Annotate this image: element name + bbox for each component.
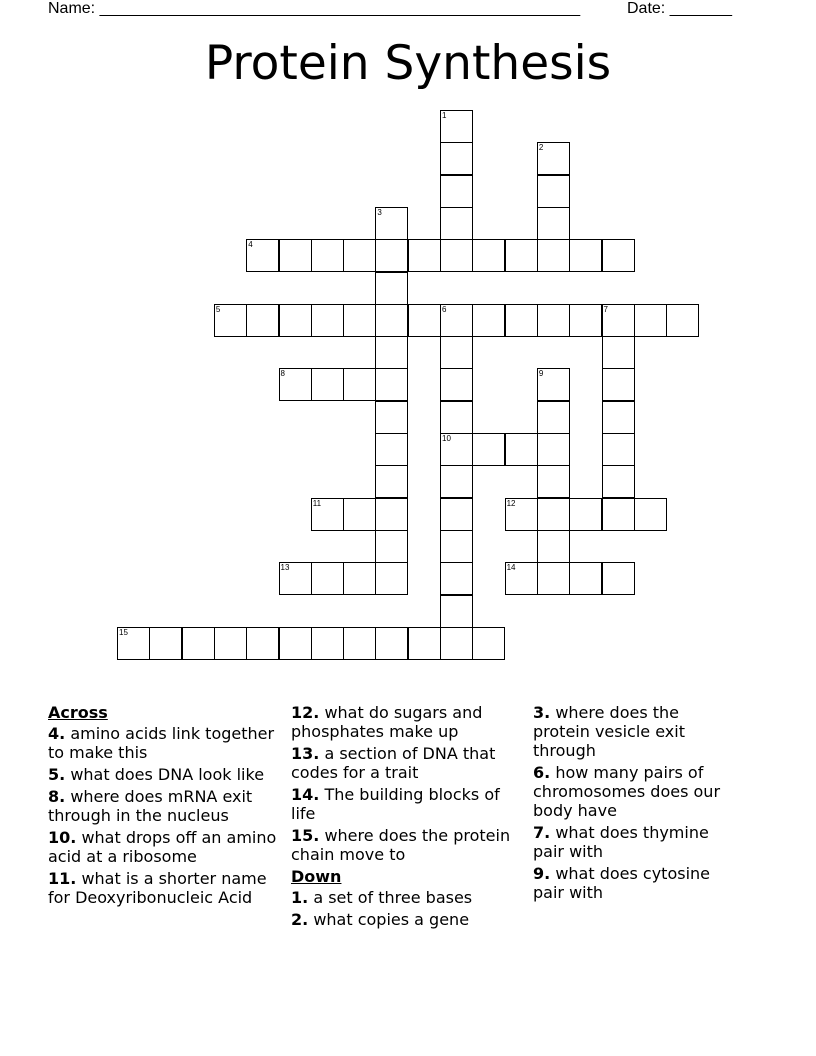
crossword-cell[interactable]	[537, 368, 570, 401]
crossword-cell[interactable]	[537, 175, 570, 208]
crossword-cell[interactable]	[214, 304, 247, 337]
crossword-cell[interactable]	[311, 562, 344, 595]
crossword-cell[interactable]	[440, 304, 473, 337]
crossword-cell[interactable]	[311, 498, 344, 531]
crossword-cell[interactable]	[569, 239, 602, 272]
clue-number: 4	[248, 240, 253, 250]
crossword-cell[interactable]	[279, 368, 312, 401]
crossword-cell[interactable]	[569, 498, 602, 531]
clue-number: 1	[442, 111, 447, 120]
crossword-cell[interactable]	[375, 368, 408, 401]
crossword-cell[interactable]	[246, 304, 279, 337]
crossword-cell[interactable]	[343, 239, 376, 272]
clue-across-4: 4. amino acids link together to make this	[48, 724, 275, 762]
crossword-cell[interactable]	[440, 175, 473, 208]
crossword-cell[interactable]	[375, 401, 408, 434]
clue-down-9: 9. what does cytosine pair with	[533, 864, 711, 902]
clue-number: 2	[538, 143, 544, 153]
clue-across-5: 5. what does DNA look like	[48, 765, 265, 784]
crossword-cell[interactable]	[440, 110, 473, 143]
crossword-cell[interactable]	[375, 627, 408, 660]
clue-down-3: 3. where does the protein vesicle exit through	[533, 703, 685, 760]
crossword-cell[interactable]	[246, 239, 279, 272]
crossword-cell[interactable]	[182, 627, 215, 660]
crossword-cell[interactable]	[537, 498, 570, 531]
clue-number: 7	[603, 304, 608, 314]
crossword-cell[interactable]	[440, 562, 473, 595]
crossword-cell[interactable]	[246, 627, 279, 660]
crossword-cell[interactable]	[602, 465, 635, 498]
crossword-cell[interactable]	[343, 562, 376, 595]
crossword-cell[interactable]	[602, 336, 635, 369]
name-field[interactable]: Name: ______________________________________________________	[48, 0, 581, 17]
crossword-cell[interactable]	[569, 562, 602, 595]
clue-across-8: 8. where does mRNA exit through in the nucleus	[48, 787, 253, 825]
crossword-cell[interactable]	[440, 595, 473, 628]
crossword-cell[interactable]	[375, 207, 408, 240]
crossword-cell[interactable]	[472, 433, 505, 466]
clue-across-12: 12. what do sugars and phosphates make up	[291, 703, 483, 741]
crossword-cell[interactable]	[440, 401, 473, 434]
clue-number: 6	[442, 304, 447, 314]
clue-across-10: 10. what drops off an amino acid at a ribosome	[48, 828, 277, 866]
crossword-cell[interactable]	[375, 498, 408, 531]
crossword-cell[interactable]	[149, 627, 182, 660]
crossword-cell[interactable]	[537, 207, 570, 240]
crossword-cell[interactable]	[440, 336, 473, 369]
crossword-cell[interactable]	[602, 401, 635, 434]
crossword-cell[interactable]	[440, 627, 473, 660]
crossword-cell[interactable]	[440, 498, 473, 531]
crossword-cell[interactable]	[537, 465, 570, 498]
crossword-cell[interactable]	[311, 304, 344, 337]
crossword-cell[interactable]	[279, 562, 312, 595]
clue-number: 12	[506, 498, 516, 508]
crossword-cell[interactable]	[375, 465, 408, 498]
crossword-cell[interactable]	[602, 433, 635, 466]
crossword-cell[interactable]	[634, 304, 667, 337]
clue-column-3	[533, 703, 733, 905]
crossword-cell[interactable]	[311, 627, 344, 660]
clue-number: 3	[377, 207, 382, 217]
clue-column-1	[48, 703, 284, 910]
crossword-cell[interactable]	[472, 239, 505, 272]
crossword-cell[interactable]	[440, 368, 473, 401]
crossword-cell[interactable]	[279, 627, 312, 660]
crossword-cell[interactable]	[408, 239, 441, 272]
clue-down-6: 6. how many pairs of chromosomes does our body have	[533, 763, 721, 820]
crossword-cell[interactable]	[602, 562, 635, 595]
crossword-cell[interactable]	[375, 562, 408, 595]
crossword-cell[interactable]	[602, 239, 635, 272]
crossword-cell[interactable]	[440, 465, 473, 498]
crossword-cell[interactable]	[343, 368, 376, 401]
clue-across-13: 13. a section of DNA that codes for a trait	[291, 744, 496, 782]
clue-number: 10	[442, 434, 451, 443]
clue-down-7: 7. what does thymine pair with	[533, 823, 709, 861]
clue-number: 9	[538, 369, 544, 379]
crossword-cell[interactable]	[408, 304, 441, 337]
crossword-cell[interactable]	[375, 304, 408, 337]
clue-across-15: 15. where does the protein chain move to	[291, 826, 511, 864]
crossword-cell[interactable]	[505, 304, 538, 337]
crossword-cell[interactable]	[375, 336, 408, 369]
clue-number: 15	[119, 627, 128, 637]
crossword-cell[interactable]	[472, 304, 505, 337]
clue-across-14: 14. The building blocks of life	[291, 785, 500, 823]
down-heading: Down	[291, 867, 342, 886]
crossword-cell[interactable]	[537, 142, 570, 175]
page-title: Protein Synthesis	[204, 36, 612, 91]
clue-number: 11	[312, 498, 322, 508]
crossword-cell[interactable]	[537, 530, 570, 563]
clue-across-11: 11. what is a shorter name for Deoxyribonucleic Acid	[48, 869, 267, 907]
crossword-cell[interactable]	[537, 562, 570, 595]
crossword-cell[interactable]	[440, 239, 473, 272]
crossword-cell[interactable]	[666, 304, 699, 337]
crossword-cell[interactable]	[505, 239, 538, 272]
crossword-cell[interactable]	[569, 304, 602, 337]
crossword-cell[interactable]	[440, 142, 473, 175]
clue-column-2	[291, 703, 523, 932]
crossword-cell[interactable]	[537, 401, 570, 434]
crossword-cell[interactable]	[602, 498, 635, 531]
crossword-cell[interactable]	[440, 433, 473, 466]
clue-number: 14	[506, 563, 516, 573]
crossword-cell[interactable]	[343, 627, 376, 660]
crossword-cell[interactable]	[117, 627, 150, 660]
crossword-cell[interactable]	[375, 272, 408, 305]
crossword-cell[interactable]	[343, 498, 376, 531]
crossword-cell[interactable]	[343, 304, 376, 337]
crossword-cell[interactable]	[505, 433, 538, 466]
crossword-cell[interactable]	[537, 239, 570, 272]
clue-down-2: 2. what copies a gene	[291, 910, 470, 929]
crossword-cell[interactable]	[408, 627, 441, 660]
crossword-cell[interactable]	[505, 562, 538, 595]
crossword-cell[interactable]	[440, 530, 473, 563]
crossword-cell[interactable]	[375, 530, 408, 563]
crossword-cell[interactable]	[375, 433, 408, 466]
crossword-cell[interactable]	[279, 239, 312, 272]
crossword-cell[interactable]	[537, 304, 570, 337]
crossword-cell[interactable]	[472, 627, 505, 660]
crossword-cell[interactable]	[505, 498, 538, 531]
clue-number: 8	[280, 369, 285, 379]
crossword-cell[interactable]	[279, 304, 312, 337]
crossword-cell[interactable]	[214, 627, 247, 660]
clue-number: 13	[280, 563, 290, 573]
clue-number: 5	[215, 304, 221, 314]
crossword-cell[interactable]	[375, 239, 408, 272]
date-field[interactable]: Date: _______	[627, 0, 732, 17]
crossword-cell[interactable]	[311, 239, 344, 272]
across-heading: Across	[48, 703, 108, 722]
crossword-cell[interactable]	[537, 433, 570, 466]
crossword-cell[interactable]	[634, 498, 667, 531]
crossword-cell[interactable]	[602, 368, 635, 401]
crossword-cell[interactable]	[311, 368, 344, 401]
crossword-cell[interactable]	[440, 207, 473, 240]
crossword-cell[interactable]	[602, 304, 635, 337]
clue-down-1: 1. a set of three bases	[291, 888, 473, 907]
